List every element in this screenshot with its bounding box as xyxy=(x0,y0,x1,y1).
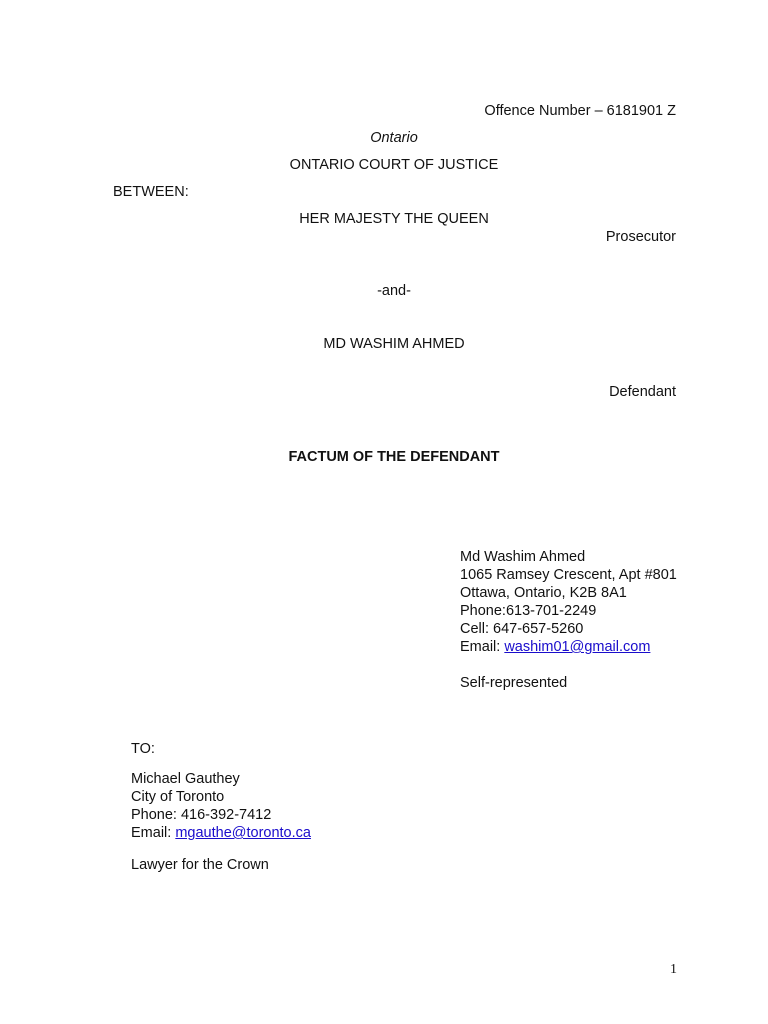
defendant-contact-block xyxy=(460,548,677,656)
recipient-phone: Phone: 416-392-7412 xyxy=(131,807,272,823)
between-label: BETWEEN: xyxy=(113,184,189,200)
defendant-email-link[interactable]: washim01@gmail.com xyxy=(504,639,651,655)
recipient-email-link[interactable]: mgauthe@toronto.ca xyxy=(175,825,311,841)
defendant-name: MD WASHIM AHMED xyxy=(323,336,465,352)
defendant-role: Defendant xyxy=(609,384,676,400)
prosecution-name: HER MAJESTY THE QUEEN xyxy=(299,211,489,227)
and-label: -and- xyxy=(377,283,411,299)
to-label: TO: xyxy=(131,741,155,757)
offence-number: Offence Number – 6181901 Z xyxy=(484,103,676,119)
court-name: ONTARIO COURT OF JUSTICE xyxy=(289,157,499,173)
defendant-phone: Phone:613-701-2249 xyxy=(460,603,597,619)
defendant-contact-name: Md Washim Ahmed xyxy=(460,549,586,565)
defendant-address-line2: Ottawa, Ontario, K2B 8A1 xyxy=(460,585,627,601)
recipient-role: Lawyer for the Crown xyxy=(131,857,269,873)
defendant-email-line xyxy=(460,638,677,656)
defendant-email-label: Email: xyxy=(460,639,505,655)
recipient-name: Michael Gauthey xyxy=(131,771,240,787)
province-name: Ontario xyxy=(370,130,418,146)
recipient-organization: City of Toronto xyxy=(131,789,225,805)
self-represented-label: Self-represented xyxy=(460,675,568,691)
prosecution-role: Prosecutor xyxy=(605,229,676,245)
defendant-cell: Cell: 647-657-5260 xyxy=(460,621,584,637)
page-number: 1 xyxy=(670,962,677,977)
recipient-email-label: Email: xyxy=(131,825,176,841)
recipient-contact-block xyxy=(131,770,311,842)
recipient-email-line xyxy=(131,824,311,842)
document-title: FACTUM OF THE DEFENDANT xyxy=(288,449,500,465)
defendant-address-line1: 1065 Ramsey Crescent, Apt #801 xyxy=(460,567,677,583)
